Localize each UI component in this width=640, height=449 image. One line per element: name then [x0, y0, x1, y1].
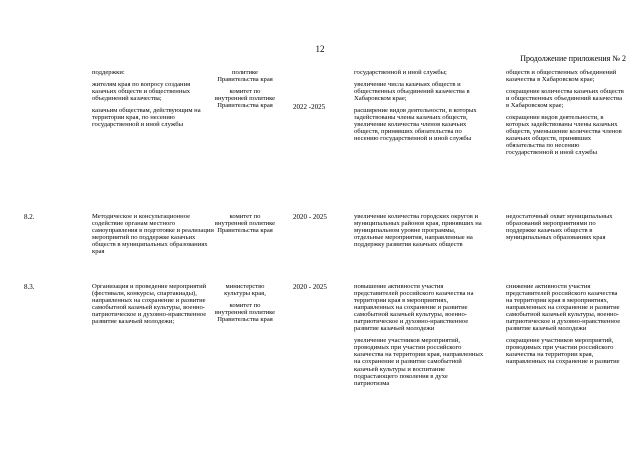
- row-number: 8.2.: [24, 213, 35, 221]
- text-line: снижение активности участия представителей российского казачества на территории края в мероприятиях, направленных на сохранение и развитие самобытной казачьей культуры, военно-патриотическое и духовно-нравственное развитие казачьей молодежи: [506, 283, 621, 333]
- text-line: увеличение участников мероприятий, проводимых при участии российского казачества на территории края, направленных на сохранение и развитие самобытной казачьей культуры и воспитание подрастающего поколения в духе патриотизма: [354, 337, 484, 387]
- text-line: казачьим обществам, действующим на территории края, по несению государственной и иной службы: [92, 107, 201, 129]
- text-line: Методическое и консультационное содействие органам местного самоуправления в подготовке и реализации мероприятий по поддержке казачьих обществ в муниципальных образованиях края: [92, 213, 214, 256]
- row-8-2-executor: [214, 213, 276, 239]
- text-line: сокращение количества казачьих обществ и общественных объединений казачества в Хабаровском крае;: [506, 88, 624, 110]
- row-8-2-result: [354, 213, 484, 253]
- text-line: обществ и общественных объединений казачества в Хабаровском крае;: [506, 69, 617, 84]
- text-line: Организация и проведение мероприятий (фестивали, конкурсы, спартакиады), направленных на сохранение и развитие самобытной казачьей культуры, военно-патриотическое и духовно-нравственное развитие казачьей молодежи;: [92, 283, 207, 326]
- text-line: комитет по внутренней политике Правительства края: [214, 213, 276, 235]
- text-line: комитет по внутренней политике Правительства края: [214, 88, 276, 110]
- text-line: государственной и иной службы;: [354, 69, 447, 76]
- row-8-3-period: 2020 - 2025: [293, 283, 327, 291]
- text-line: повышение активности участия представителей российского казачества на территории края в мероприятиях, направленных на сохранение и развитие самобытной казачьей культуры, военно-патриотическое и духовно-нравственное развитие казачьей молодежи: [354, 283, 474, 333]
- text-line: жителям края по вопросу создания казачьих обществ и общественных объединений казачества;: [92, 81, 191, 103]
- text-line: увеличение количества городских округов и муниципальных районов края, принявших на муниципальном уровне программы, отдельные мероприятия, направленные на поддержку развития казачьих обществ: [354, 213, 482, 249]
- row-8-3-executor: [214, 283, 276, 328]
- row-1-executor: [214, 69, 276, 114]
- text-line: поддержки:: [92, 69, 125, 76]
- text-line: сокращение участников мероприятий, проводимых при участии российского казачества на территории края, направленных на сохранение и развитие: [506, 337, 620, 366]
- row-8-2-measure: [92, 213, 214, 260]
- row-1-period: 2022 -2025: [293, 103, 326, 111]
- row-number: 8.3.: [24, 283, 35, 291]
- row-8-3-result: [354, 283, 484, 392]
- text-line: министерство культуры края,: [224, 283, 266, 298]
- text-line: комитет по внутренней политике Правительства края: [214, 302, 276, 324]
- row-8-2-period: 2020 - 2025: [293, 213, 327, 221]
- row-1-consequence: [506, 69, 624, 162]
- row-1-result: [354, 69, 484, 147]
- page-number: 12: [315, 44, 325, 54]
- row-8-3-measure: [92, 283, 214, 330]
- text-line: расширение видов деятельности, в которых задействованы члены казачьих обществ, увеличение количества членов казачьих обществ, принявших обязательства по несению государственной и иной службы: [354, 107, 477, 143]
- text-line: увеличение числа казачьих обществ и общественных объединений казачества в Хабаровском крае;: [354, 81, 470, 103]
- text-line: сокращение видов деятельности, в которых задействованы члены казачьих обществ, уменьшение количества членов казачьих обществ, принявших обязательства по несению государственной и иной службы: [506, 114, 622, 157]
- row-8-2-consequence: [506, 213, 624, 246]
- text-line: политике Правительства края: [217, 69, 273, 84]
- row-8-3-consequence: [506, 283, 624, 371]
- continuation-label: Продолжение приложения № 2: [520, 54, 626, 63]
- text-line: недостаточный охват муниципальных образований мероприятиями по поддержке казачьих обществ в муниципальных образованиях края: [506, 213, 613, 242]
- row-1-measure: [92, 69, 212, 133]
